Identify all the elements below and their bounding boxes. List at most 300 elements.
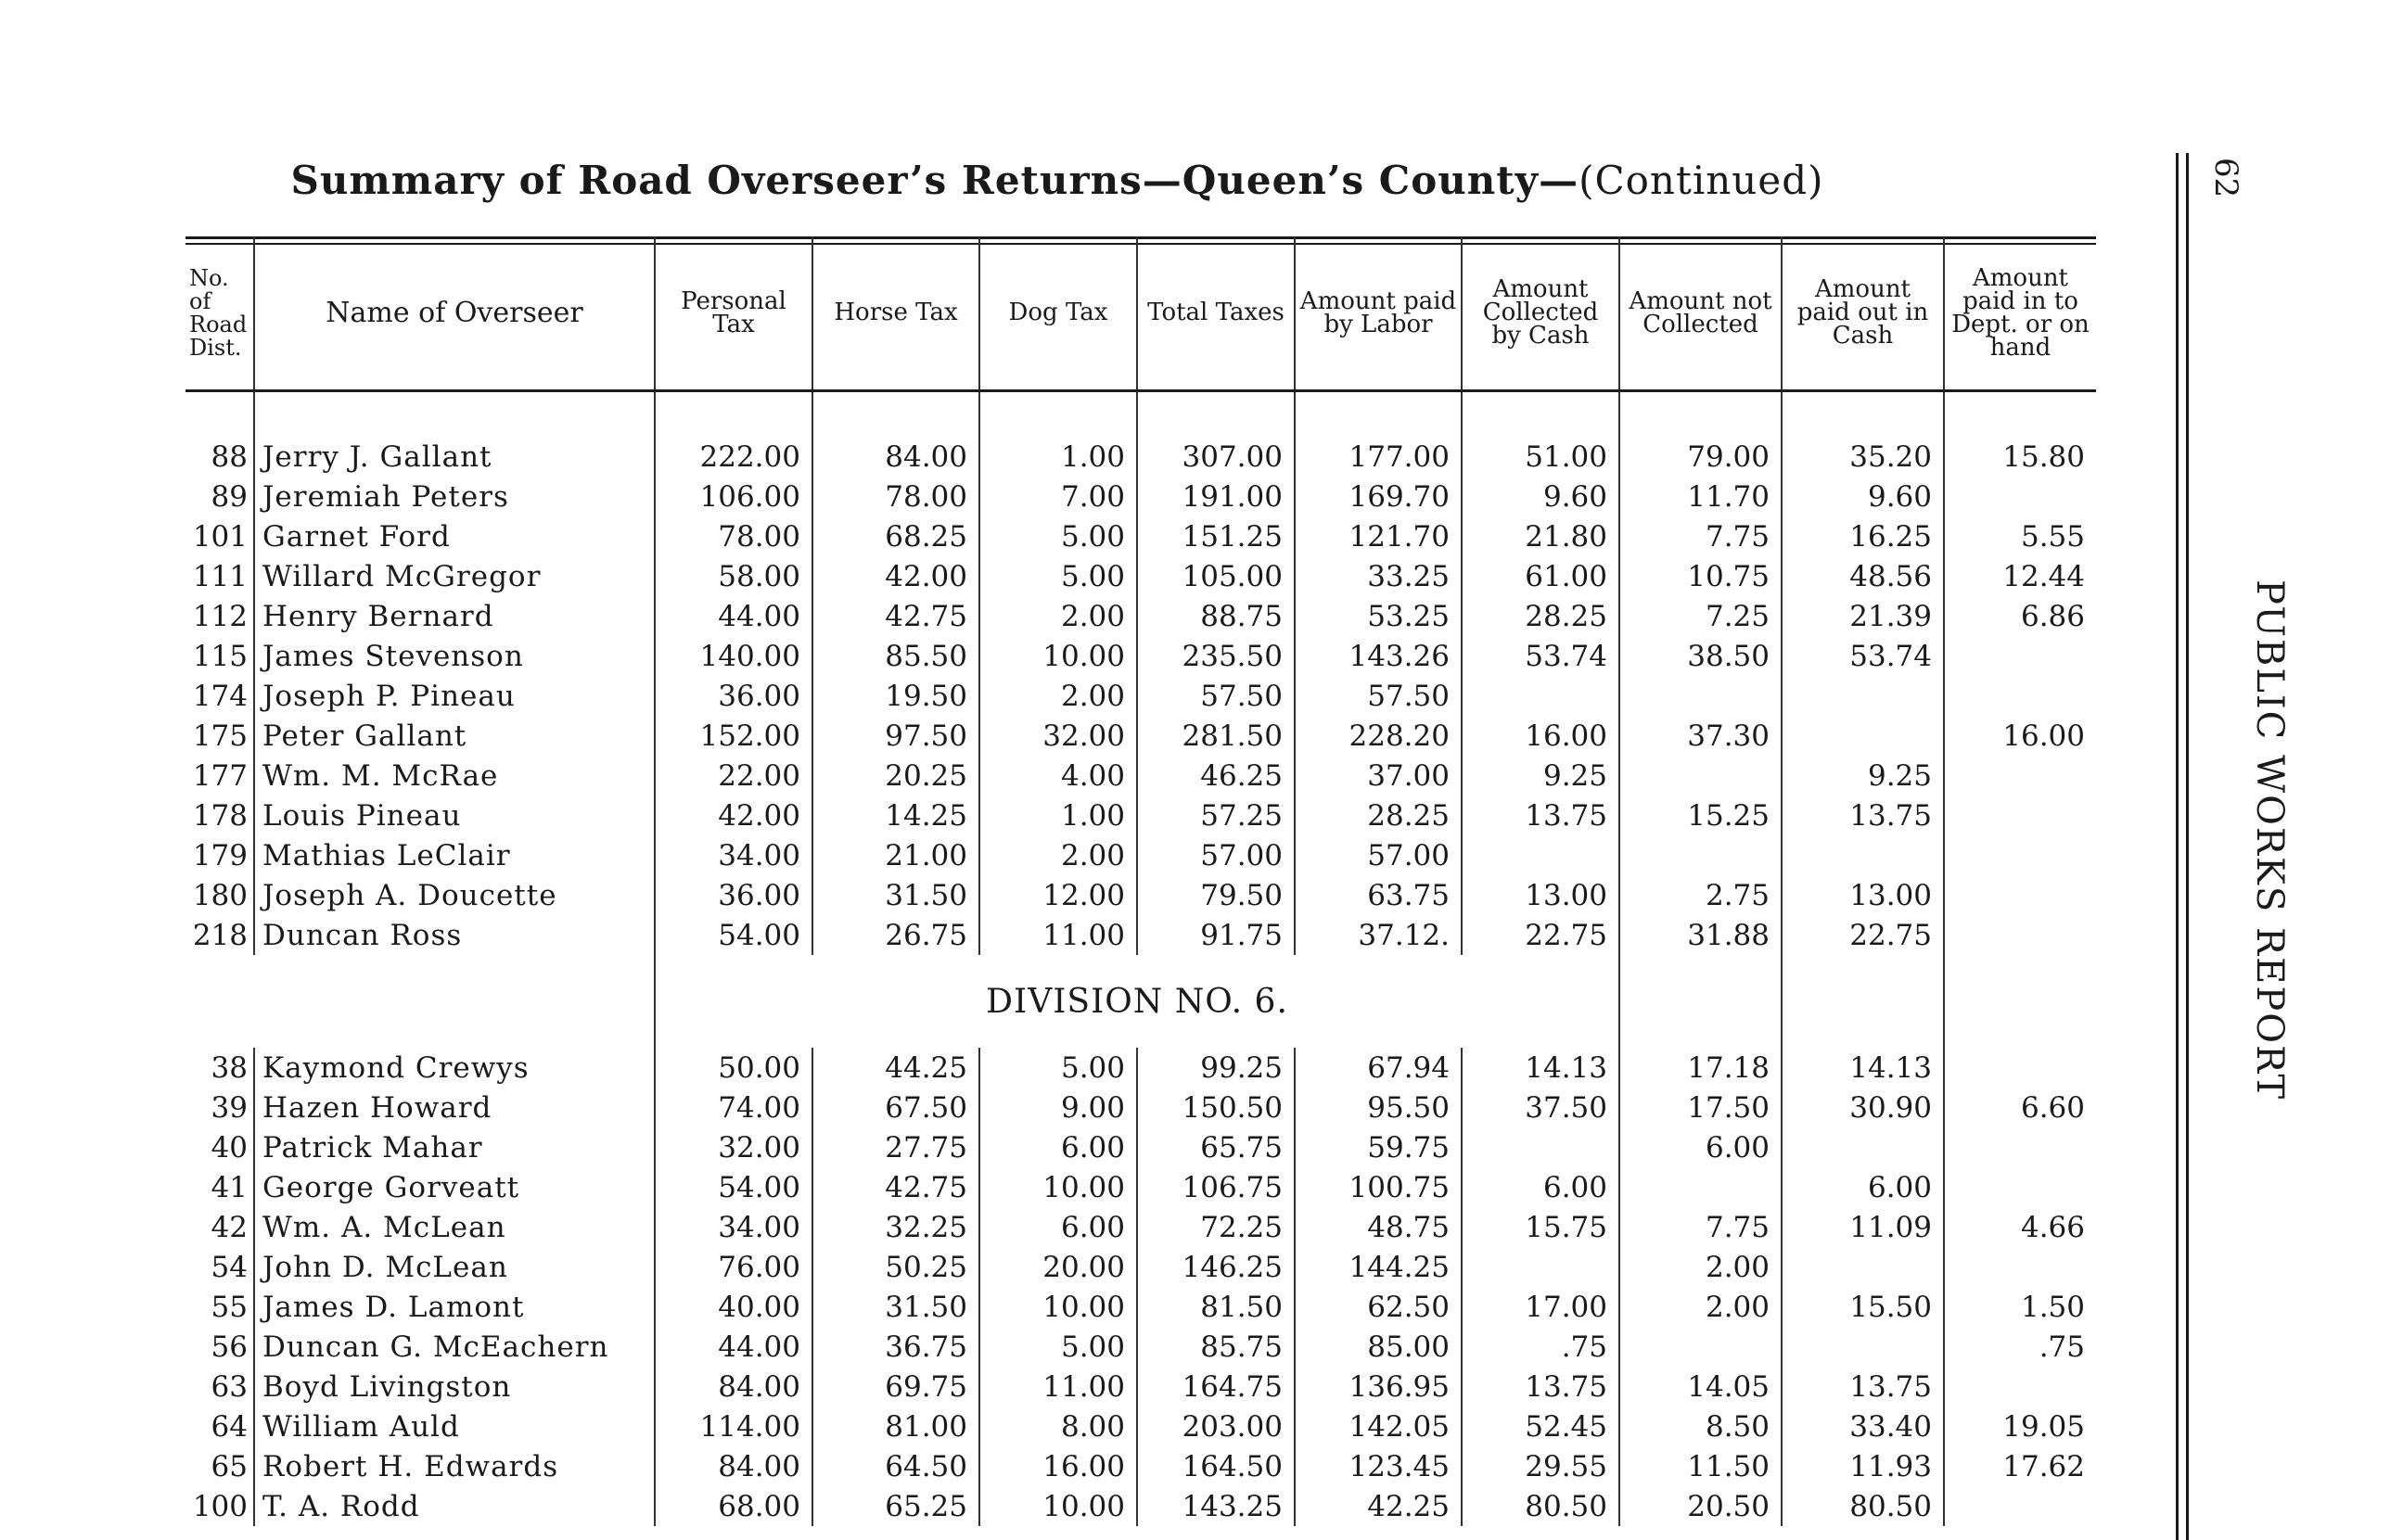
division-row	[185, 955, 2096, 1048]
column-header: Personal Tax	[655, 236, 812, 391]
amount-cell: 13.75	[1782, 1367, 1944, 1406]
amount-cell: 22.75	[1782, 915, 1944, 955]
table-row	[185, 1167, 2096, 1207]
table-row	[185, 1127, 2096, 1167]
amount-cell: 5.55	[2020, 519, 2085, 554]
district-number: 174	[185, 676, 254, 716]
district-number: 179	[185, 835, 254, 875]
amount-cell: 106.00	[655, 477, 812, 516]
amount-cell: 48.56	[1782, 556, 1944, 596]
amount-cell	[1944, 795, 2096, 835]
amount-cell: 54.00	[655, 1167, 812, 1207]
amount-cell: 40.00	[655, 1287, 812, 1327]
amount-cell: 6.00	[1462, 1167, 1619, 1207]
amount-cell: 32.25	[812, 1207, 979, 1247]
amount-cell: 152.00	[655, 716, 812, 756]
table-row	[185, 556, 2096, 596]
district-number: 56	[185, 1327, 254, 1367]
table-row	[185, 1207, 2096, 1247]
amount-cell: 10.00	[979, 1486, 1137, 1526]
amount-cell: 67.50	[812, 1088, 979, 1127]
district-number: 64	[185, 1406, 254, 1446]
amount-cell: 164.75	[1137, 1367, 1295, 1406]
amount-cell: 8.00	[979, 1406, 1137, 1446]
table-row	[185, 676, 2096, 716]
district-number: 177	[185, 756, 254, 795]
amount-cell: 62.50	[1295, 1287, 1462, 1327]
amount-cell	[1462, 835, 1619, 875]
amount-cell: 9.00	[979, 1088, 1137, 1127]
amount-cell: 42.75	[812, 596, 979, 636]
amount-cell: 307.00	[1137, 437, 1295, 477]
amount-cell: 7.75	[1619, 516, 1782, 556]
amount-cell: 5.00	[979, 1048, 1137, 1088]
overseer-name: Patrick Mahar	[254, 1127, 655, 1167]
table-row	[185, 1327, 2096, 1367]
amount-cell	[1462, 1247, 1619, 1287]
amount-cell: 42.00	[655, 795, 812, 835]
amount-cell: 17.50	[1619, 1088, 1782, 1127]
amount-cell: 84.00	[655, 1367, 812, 1406]
amount-cell: 6.00	[979, 1207, 1137, 1247]
amount-cell: 5.00	[979, 1327, 1137, 1367]
amount-cell: 16.00	[2002, 719, 2085, 753]
amount-cell: 38.50	[1619, 636, 1782, 676]
amount-cell: 51.00	[1462, 437, 1619, 477]
district-number: 100	[185, 1486, 254, 1526]
amount-cell: 69.75	[812, 1367, 979, 1406]
amount-cell: 21.80	[1462, 516, 1619, 556]
amount-cell: 80.50	[1462, 1486, 1619, 1526]
amount-cell: 50.25	[812, 1247, 979, 1287]
amount-cell: 20.00	[979, 1247, 1137, 1287]
amount-cell: 84.00	[655, 1446, 812, 1486]
amount-cell: 14.13	[1782, 1048, 1944, 1088]
amount-cell: 27.75	[812, 1127, 979, 1167]
amount-cell: 61.00	[1462, 556, 1619, 596]
amount-cell: 79.50	[1137, 875, 1295, 915]
amount-cell: 37.00	[1295, 756, 1462, 795]
amount-cell	[1462, 1127, 1619, 1167]
amount-cell: 22.75	[1462, 915, 1619, 955]
amount-cell: 34.00	[655, 835, 812, 875]
table-row	[185, 596, 2096, 636]
page-title	[185, 158, 1929, 203]
amount-cell: 20.25	[812, 756, 979, 795]
amount-cell: 13.75	[1782, 795, 1944, 835]
amount-cell: 2.00	[979, 835, 1137, 875]
table-row	[185, 1446, 2096, 1486]
column-header: Dog Tax	[979, 236, 1137, 391]
overseer-name: Jerry J. Gallant	[254, 437, 655, 477]
amount-cell: 59.75	[1295, 1127, 1462, 1167]
amount-cell: 57.25	[1137, 795, 1295, 835]
district-number: 63	[185, 1367, 254, 1406]
amount-cell	[1619, 1327, 1782, 1367]
amount-cell: 85.50	[812, 636, 979, 676]
amount-cell: 143.26	[1295, 636, 1462, 676]
column-header: Amount paid by Labor	[1295, 236, 1462, 391]
district-number: 40	[185, 1127, 254, 1167]
amount-cell: 14.25	[812, 795, 979, 835]
amount-cell: 65.25	[812, 1486, 979, 1526]
amount-cell: 203.00	[1137, 1406, 1295, 1446]
amount-cell: 54.00	[655, 915, 812, 955]
overseer-name: Jeremiah Peters	[254, 477, 655, 516]
amount-cell: 228.20	[1295, 716, 1462, 756]
amount-cell: 53.74	[1462, 636, 1619, 676]
amount-cell: 14.05	[1619, 1367, 1782, 1406]
amount-cell	[1619, 1167, 1782, 1207]
district-number: 65	[185, 1446, 254, 1486]
amount-cell: 81.00	[812, 1406, 979, 1446]
amount-cell	[1944, 1247, 2096, 1287]
column-header: Amount not Collected	[1619, 236, 1782, 391]
overseer-name: James D. Lamont	[254, 1287, 655, 1327]
table-row	[185, 516, 2096, 556]
amount-cell: 15.75	[1462, 1207, 1619, 1247]
overseer-name: Joseph A. Doucette	[254, 875, 655, 915]
table-row	[185, 716, 2096, 756]
table-row	[185, 915, 2096, 955]
amount-cell: 29.55	[1462, 1446, 1619, 1486]
amount-cell: 150.50	[1137, 1088, 1295, 1127]
overseer-name: T. A. Rodd	[254, 1486, 655, 1526]
amount-cell: 9.25	[1782, 756, 1944, 795]
overseer-name: Joseph P. Pineau	[254, 676, 655, 716]
amount-cell: 64.50	[812, 1446, 979, 1486]
amount-cell: 16.00	[1462, 716, 1619, 756]
amount-cell: 169.70	[1295, 477, 1462, 516]
amount-cell: 57.00	[1137, 835, 1295, 875]
amount-cell: 4.66	[2020, 1210, 2085, 1244]
overseer-name: Robert H. Edwards	[254, 1446, 655, 1486]
amount-cell	[1782, 676, 1944, 716]
amount-cell: 37.30	[1619, 716, 1782, 756]
amount-cell: 10.75	[1619, 556, 1782, 596]
overseer-name: William Auld	[254, 1406, 655, 1446]
amount-cell: 1.50	[2020, 1290, 2085, 1324]
overseer-name: Henry Bernard	[254, 596, 655, 636]
district-number: 55	[185, 1287, 254, 1327]
district-number: 178	[185, 795, 254, 835]
district-number: 38	[185, 1048, 254, 1088]
table-row	[185, 1048, 2096, 1088]
amount-cell: 44.25	[812, 1048, 979, 1088]
amount-cell: 9.25	[1462, 756, 1619, 795]
page-number: 62	[2207, 158, 2244, 198]
amount-cell: 36.00	[655, 875, 812, 915]
amount-cell: 37.50	[1462, 1088, 1619, 1127]
table-row	[185, 1486, 2096, 1526]
amount-cell: 7.00	[979, 477, 1137, 516]
amount-cell: 281.50	[1137, 716, 1295, 756]
amount-cell	[1944, 875, 2096, 915]
amount-cell: 2.00	[979, 596, 1137, 636]
amount-cell	[1619, 756, 1782, 795]
district-number: 111	[185, 556, 254, 596]
overseer-name: George Gorveatt	[254, 1167, 655, 1207]
amount-cell: 142.05	[1295, 1406, 1462, 1446]
amount-cell: 191.00	[1137, 477, 1295, 516]
amount-cell: 21.00	[812, 835, 979, 875]
table-row	[185, 1367, 2096, 1406]
returns-table-container	[185, 236, 2096, 1540]
title-continued: (Continued)	[1579, 158, 1824, 203]
amount-cell: 28.25	[1462, 596, 1619, 636]
amount-cell: 2.00	[979, 676, 1137, 716]
amount-cell	[1944, 636, 2096, 676]
amount-cell: 36.00	[655, 676, 812, 716]
amount-cell: 11.93	[1782, 1446, 1944, 1486]
amount-cell: 2.00	[1619, 1247, 1782, 1287]
amount-cell	[1944, 1127, 2096, 1167]
overseer-name: Kaymond Crewys	[254, 1048, 655, 1088]
table-row	[185, 437, 2096, 477]
amount-cell: .75	[2039, 1330, 2085, 1364]
amount-cell: 32.00	[979, 716, 1137, 756]
table-header-row	[185, 236, 2096, 391]
amount-cell: 26.75	[812, 915, 979, 955]
district-number: 88	[185, 437, 254, 477]
amount-cell	[1944, 1048, 2096, 1088]
amount-cell: 235.50	[1137, 636, 1295, 676]
amount-cell: 57.00	[1295, 835, 1462, 875]
amount-cell: 12.00	[979, 875, 1137, 915]
amount-cell: 57.50	[1295, 676, 1462, 716]
amount-cell: 53.25	[1295, 596, 1462, 636]
district-number: 39	[185, 1088, 254, 1127]
amount-cell: 6.60	[2020, 1090, 2085, 1125]
margin-rule	[2176, 153, 2179, 1540]
amount-cell: 78.00	[812, 477, 979, 516]
amount-cell: 74.00	[655, 1088, 812, 1127]
amount-cell: 31.88	[1619, 915, 1782, 955]
amount-cell: 7.75	[1619, 1207, 1782, 1247]
overseer-name: John D. McLean	[254, 1247, 655, 1287]
amount-cell	[1782, 835, 1944, 875]
amount-cell	[1782, 716, 1944, 756]
overseer-name: Hazen Howard	[254, 1088, 655, 1127]
overseer-name: Boyd Livingston	[254, 1367, 655, 1406]
amount-cell: 31.50	[812, 875, 979, 915]
amount-cell: 37.12.	[1295, 915, 1462, 955]
amount-cell: 164.50	[1137, 1446, 1295, 1486]
amount-cell	[1944, 835, 2096, 875]
amount-cell: 52.45	[1462, 1406, 1619, 1446]
table-row	[185, 835, 2096, 875]
amount-cell	[1944, 477, 2096, 516]
district-number: 115	[185, 636, 254, 676]
amount-cell: 46.25	[1137, 756, 1295, 795]
amount-cell: 11.00	[979, 1367, 1137, 1406]
amount-cell	[1944, 756, 2096, 795]
amount-cell	[1782, 1247, 1944, 1287]
amount-cell: 63.75	[1295, 875, 1462, 915]
amount-cell: 14.13	[1462, 1048, 1619, 1088]
running-head: PUBLIC WORKS REPORT	[2248, 579, 2291, 1101]
amount-cell: 10.00	[979, 1167, 1137, 1207]
amount-cell: 2.75	[1619, 875, 1782, 915]
table-row	[185, 1088, 2096, 1127]
amount-cell: 13.75	[1462, 1367, 1619, 1406]
overseer-name: Wm. M. McRae	[254, 756, 655, 795]
amount-cell: 144.25	[1295, 1247, 1462, 1287]
amount-cell: 97.50	[812, 716, 979, 756]
amount-cell: 85.75	[1137, 1327, 1295, 1367]
amount-cell: 19.50	[812, 676, 979, 716]
amount-cell: 99.25	[1137, 1048, 1295, 1088]
district-number: 175	[185, 716, 254, 756]
amount-cell: 2.00	[1619, 1287, 1782, 1327]
amount-cell	[1944, 1486, 2096, 1526]
district-number: 112	[185, 596, 254, 636]
amount-cell: 42.75	[812, 1167, 979, 1207]
title-main: Summary of Road Overseer’s Returns—Queen’s County—	[290, 158, 1579, 203]
amount-cell: 8.50	[1619, 1406, 1782, 1446]
amount-cell: 30.90	[1782, 1088, 1944, 1127]
amount-cell: 58.00	[655, 556, 812, 596]
amount-cell: 12.44	[2002, 559, 2085, 593]
amount-cell: 35.20	[1782, 437, 1944, 477]
amount-cell: 6.00	[1782, 1167, 1944, 1207]
district-number: 41	[185, 1167, 254, 1207]
amount-cell: 136.95	[1295, 1367, 1462, 1406]
amount-cell: .75	[1462, 1327, 1619, 1367]
amount-cell: 9.60	[1462, 477, 1619, 516]
table-row	[185, 795, 2096, 835]
amount-cell: 21.39	[1782, 596, 1944, 636]
amount-cell: 10.00	[979, 636, 1137, 676]
amount-cell: 15.25	[1619, 795, 1782, 835]
amount-cell: 17.18	[1619, 1048, 1782, 1088]
amount-cell: 5.00	[979, 516, 1137, 556]
table-body	[185, 391, 2096, 1527]
amount-cell	[1619, 835, 1782, 875]
amount-cell: 4.00	[979, 756, 1137, 795]
column-header: Amount paid out in Cash	[1782, 236, 1944, 391]
amount-cell: 42.25	[1295, 1486, 1462, 1526]
amount-cell: 11.50	[1619, 1446, 1782, 1486]
amount-cell: 11.00	[979, 915, 1137, 955]
amount-cell: 6.00	[979, 1127, 1137, 1167]
amount-cell: 33.40	[1782, 1406, 1944, 1446]
amount-cell: 9.60	[1782, 477, 1944, 516]
margin-rule	[2186, 153, 2189, 1540]
amount-cell: 121.70	[1295, 516, 1462, 556]
district-number: 42	[185, 1207, 254, 1247]
table-row	[185, 1287, 2096, 1327]
amount-cell	[1944, 676, 2096, 716]
amount-cell: 13.75	[1462, 795, 1619, 835]
amount-cell	[1944, 1367, 2096, 1406]
table-row	[185, 875, 2096, 915]
amount-cell: 1.00	[979, 795, 1137, 835]
amount-cell: 44.00	[655, 1327, 812, 1367]
amount-cell: 22.00	[655, 756, 812, 795]
amount-cell: 67.94	[1295, 1048, 1462, 1088]
amount-cell: 151.25	[1137, 516, 1295, 556]
amount-cell: 11.09	[1782, 1207, 1944, 1247]
district-number: 218	[185, 915, 254, 955]
amount-cell: 13.00	[1462, 875, 1619, 915]
table-row	[185, 756, 2096, 795]
amount-cell: 95.50	[1295, 1088, 1462, 1127]
amount-cell: 36.75	[812, 1327, 979, 1367]
amount-cell: 222.00	[655, 437, 812, 477]
spacer-row	[185, 391, 2096, 438]
amount-cell	[1782, 1127, 1944, 1167]
amount-cell	[1944, 915, 2096, 955]
amount-cell: 123.45	[1295, 1446, 1462, 1486]
amount-cell: 80.50	[1782, 1486, 1944, 1526]
amount-cell: 44.00	[655, 596, 812, 636]
amount-cell: 6.86	[2020, 599, 2085, 633]
amount-cell	[1782, 1327, 1944, 1367]
table-row	[185, 1406, 2096, 1446]
amount-cell: 114.00	[655, 1406, 812, 1446]
amount-cell: 140.00	[655, 636, 812, 676]
column-header: Horse Tax	[812, 236, 979, 391]
amount-cell: 146.25	[1137, 1247, 1295, 1287]
overseer-name: Louis Pineau	[254, 795, 655, 835]
column-header: Amount paid in to Dept. or on hand	[1944, 236, 2096, 391]
amount-cell: 65.75	[1137, 1127, 1295, 1167]
amount-cell: 88.75	[1137, 596, 1295, 636]
amount-cell	[1619, 676, 1782, 716]
amount-cell: 105.00	[1137, 556, 1295, 596]
amount-cell: 100.75	[1295, 1167, 1462, 1207]
amount-cell: 177.00	[1295, 437, 1462, 477]
amount-cell: 17.00	[1462, 1287, 1619, 1327]
amount-cell: 5.00	[979, 556, 1137, 596]
amount-cell: 72.25	[1137, 1207, 1295, 1247]
amount-cell: 84.00	[812, 437, 979, 477]
column-header: No. of Road Dist.	[185, 236, 254, 391]
column-header: Amount Collected by Cash	[1462, 236, 1619, 391]
amount-cell: 53.74	[1782, 636, 1944, 676]
amount-cell: 20.50	[1619, 1486, 1782, 1526]
amount-cell: 34.00	[655, 1207, 812, 1247]
amount-cell: 7.25	[1619, 596, 1782, 636]
table-row	[185, 636, 2096, 676]
amount-cell: 76.00	[655, 1247, 812, 1287]
district-number: 54	[185, 1247, 254, 1287]
column-header: Name of Overseer	[254, 236, 655, 391]
amount-cell: 17.62	[2002, 1449, 2085, 1483]
amount-cell: 57.50	[1137, 676, 1295, 716]
amount-cell: 48.75	[1295, 1207, 1462, 1247]
district-number: 101	[185, 516, 254, 556]
amount-cell: 143.25	[1137, 1486, 1295, 1526]
amount-cell: 33.25	[1295, 556, 1462, 596]
amount-cell: 1.00	[979, 437, 1137, 477]
table-row	[185, 477, 2096, 516]
amount-cell	[1944, 1167, 2096, 1207]
overseer-name: Peter Gallant	[254, 716, 655, 756]
returns-table	[185, 236, 2096, 1526]
division-heading: DIVISION NO. 6.	[655, 955, 1619, 1048]
amount-cell: 10.00	[979, 1287, 1137, 1327]
amount-cell: 79.00	[1619, 437, 1782, 477]
amount-cell: 15.80	[2002, 439, 2085, 474]
amount-cell: 28.25	[1295, 795, 1462, 835]
amount-cell: 42.00	[812, 556, 979, 596]
overseer-name: Garnet Ford	[254, 516, 655, 556]
amount-cell: 85.00	[1295, 1327, 1462, 1367]
amount-cell: 16.00	[979, 1446, 1137, 1486]
amount-cell: 32.00	[655, 1127, 812, 1167]
